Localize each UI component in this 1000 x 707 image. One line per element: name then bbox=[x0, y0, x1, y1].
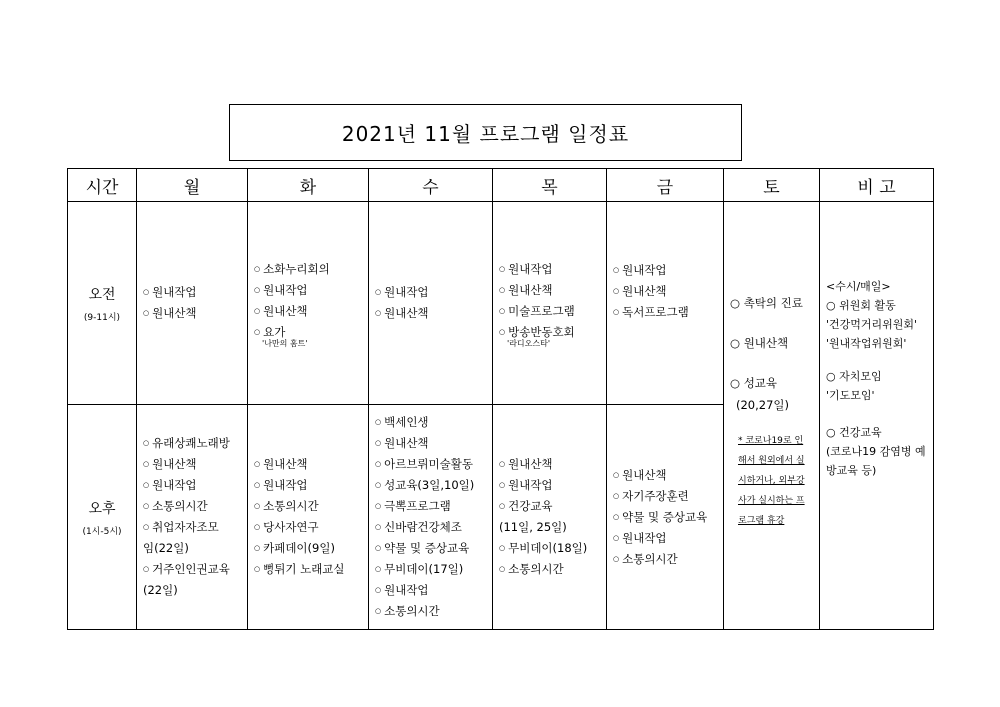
afternoon-fri-list bbox=[613, 465, 723, 570]
bullet-icon: ○ bbox=[254, 306, 261, 315]
list-item: ○ 소통의시간 bbox=[143, 499, 208, 513]
list-item: ○ 아르브뤼미술활동 bbox=[375, 457, 473, 471]
list-item: ○ 원내작업 bbox=[499, 261, 553, 276]
header-fri: 금 bbox=[607, 169, 724, 202]
afternoon-wed-list bbox=[375, 412, 492, 622]
morning-tue-cell bbox=[248, 202, 369, 405]
list-item: ○ 원내작업 bbox=[375, 285, 429, 299]
bullet-icon: ○ bbox=[375, 586, 382, 594]
bullet-icon: ○ bbox=[254, 523, 261, 531]
list-item: ○ 취업자자조모 bbox=[143, 520, 219, 534]
afternoon-tue-list bbox=[254, 454, 368, 580]
morning-fri-list bbox=[613, 260, 723, 323]
list-item: 임(22일) bbox=[143, 541, 189, 555]
morning-row bbox=[68, 202, 934, 405]
bullet-icon: ○ bbox=[254, 502, 261, 510]
header-sat: 토 bbox=[724, 169, 820, 202]
afternoon-wed-cell bbox=[369, 405, 493, 630]
bullet-icon: ○ bbox=[375, 565, 382, 573]
header-remarks: 비 고 bbox=[820, 169, 934, 202]
bullet-icon: ○ bbox=[613, 533, 620, 542]
bullet-icon: ○ bbox=[613, 266, 620, 274]
bullet-icon: ○ bbox=[375, 288, 382, 296]
afternoon-time-cell bbox=[68, 405, 137, 630]
list-item: ○ 원내산책 bbox=[375, 306, 429, 320]
list-item: ○ 소통의시간 bbox=[499, 562, 564, 576]
header-thu: 목 bbox=[493, 169, 607, 202]
sat-covid-note: * 코로나19로 인해서 원외에서 실시하거나, 외부강사가 실시하는 프로그램 휴강 bbox=[738, 436, 805, 526]
list-item: ○ 원내작업 bbox=[613, 263, 667, 277]
bullet-icon: ○ bbox=[143, 288, 150, 296]
afternoon-tue-cell bbox=[248, 405, 369, 630]
bullet-icon: ○ bbox=[375, 523, 382, 531]
bullet-icon: ○ bbox=[613, 491, 620, 500]
list-item: (11일, 25일) bbox=[499, 520, 567, 534]
sat-dates: (20,27일) bbox=[736, 398, 790, 412]
afternoon-hours: (1시-5시) bbox=[82, 526, 122, 537]
bullet-icon: ○ bbox=[254, 544, 261, 552]
list-item: ○ 원내산책 bbox=[143, 457, 197, 471]
page-title: 2021년 11월 프로그램 일정표 bbox=[229, 104, 742, 161]
list-item: ○ 원내작업 bbox=[254, 282, 308, 297]
header-time: 시간 bbox=[68, 169, 137, 202]
bullet-icon: ○ bbox=[143, 523, 150, 531]
bullet-icon: ○ bbox=[375, 544, 382, 552]
bullet-icon: ○ bbox=[499, 502, 506, 510]
sat-item-3: ○ 성교육 bbox=[730, 376, 778, 390]
list-item: ○ 원내작업 bbox=[143, 478, 197, 492]
list-item: ○ 미술프로그램 bbox=[499, 303, 575, 318]
remarks-self-meeting: ○ 자치모임 bbox=[826, 370, 882, 383]
list-item: ○ 무비데이(18일) bbox=[499, 541, 588, 555]
bullet-icon: ○ bbox=[143, 309, 150, 317]
sat-item-1: ○ 촉탁의 진료 bbox=[730, 296, 803, 310]
remarks-covid-edu: (코로나19 감염병 예방교육 등) bbox=[826, 445, 926, 477]
list-item: ○ 소통의시간 bbox=[254, 499, 319, 513]
list-item: (22일) bbox=[143, 583, 178, 597]
list-item: ○ 원내산책 bbox=[613, 467, 667, 482]
afternoon-mon-cell bbox=[137, 405, 248, 630]
bullet-icon: ○ bbox=[254, 327, 261, 336]
bullet-icon: ○ bbox=[143, 565, 150, 573]
afternoon-mon-list bbox=[143, 433, 247, 601]
bullet-icon: ○ bbox=[375, 439, 382, 447]
bullet-icon: ○ bbox=[499, 285, 506, 294]
remarks-health-edu: ○ 건강교육 bbox=[826, 426, 882, 439]
morning-wed-list bbox=[375, 282, 492, 324]
list-item: ○ 원내작업 bbox=[143, 285, 197, 299]
list-item: ○ 무비데이(17일) bbox=[375, 562, 464, 576]
bullet-icon: ○ bbox=[375, 502, 382, 510]
morning-label: 오전 bbox=[88, 286, 116, 303]
morning-thu-list bbox=[499, 259, 606, 343]
morning-thu-cell bbox=[493, 202, 607, 405]
sat-item-2: ○ 원내산책 bbox=[730, 336, 789, 350]
morning-time-cell bbox=[68, 202, 137, 405]
list-item: ○ 약물 및 증상교육 bbox=[375, 541, 470, 555]
list-item: ○ 원내산책 bbox=[613, 284, 667, 298]
bullet-icon: ○ bbox=[143, 460, 150, 468]
bullet-icon: ○ bbox=[499, 327, 506, 336]
header-tue: 화 bbox=[248, 169, 369, 202]
list-item: ○ 유래상쾌노래방 bbox=[143, 436, 230, 450]
header-mon: 월 bbox=[137, 169, 248, 202]
list-item: ○ 카페데이(9일) bbox=[254, 541, 335, 555]
list-item: ○ 백세인생 bbox=[375, 415, 429, 429]
list-item: ○ 원내산책 bbox=[143, 306, 197, 320]
morning-wed-cell bbox=[369, 202, 493, 405]
morning-hours: (9-11시) bbox=[83, 312, 121, 323]
list-item: ○ 소통의시간 bbox=[375, 604, 440, 618]
bullet-icon: ○ bbox=[143, 502, 150, 510]
list-item: ○ 방송반동호회 bbox=[499, 324, 575, 339]
bullet-icon: ○ bbox=[254, 460, 261, 468]
morning-mon-list bbox=[143, 282, 247, 324]
list-item: ○ 원내산책 bbox=[254, 457, 308, 471]
remarks-work-committee: '원내작업위원회' bbox=[826, 337, 907, 350]
morning-mon-cell bbox=[137, 202, 248, 405]
bullet-icon: ○ bbox=[499, 544, 506, 552]
bullet-icon: ○ bbox=[613, 470, 620, 479]
list-item: ○ 소화누리회의 bbox=[254, 261, 330, 276]
list-item: ○ 원내작업 bbox=[254, 478, 308, 492]
bullet-icon: ○ bbox=[143, 481, 150, 489]
list-item: ○ 뻥튀기 노래교실 bbox=[254, 562, 345, 576]
morning-tue-list bbox=[254, 259, 368, 343]
list-item: ○ 원내산책 bbox=[375, 436, 429, 450]
list-item: ○ 건강교육 bbox=[499, 499, 553, 513]
list-item: ○ 소통의시간 bbox=[613, 551, 678, 566]
list-item: ○ 독서프로그램 bbox=[613, 305, 689, 319]
list-item: ○ 성교육(3일,10일) bbox=[375, 478, 475, 492]
list-item: ○ 극뽁프로그램 bbox=[375, 499, 451, 513]
bullet-icon: ○ bbox=[499, 306, 506, 315]
bullet-icon: ○ bbox=[375, 481, 382, 489]
bullet-icon: ○ bbox=[613, 287, 620, 295]
bullet-icon: ○ bbox=[613, 554, 620, 563]
list-item: ○ 원내산책 bbox=[499, 457, 553, 471]
schedule-table bbox=[67, 168, 934, 630]
bullet-icon: ○ bbox=[613, 308, 620, 316]
list-item: ○ 원내작업 bbox=[375, 583, 429, 597]
bullet-icon: ○ bbox=[499, 460, 506, 468]
bullet-icon: ○ bbox=[499, 481, 506, 489]
remarks-heading: <수시/매일> bbox=[826, 280, 891, 293]
bullet-icon: ○ bbox=[375, 607, 382, 615]
header-row bbox=[68, 169, 934, 202]
morning-thu-note: '라디오스타' bbox=[507, 338, 551, 348]
list-item: ○ 자기주장훈련 bbox=[613, 488, 689, 503]
bullet-icon: ○ bbox=[254, 481, 261, 489]
list-item: ○ 당사자연구 bbox=[254, 520, 319, 534]
remarks-committee: ○ 위원회 활동 bbox=[826, 299, 896, 312]
bullet-icon: ○ bbox=[375, 418, 382, 426]
morning-tue-note: '나만의 홈트' bbox=[262, 338, 308, 348]
bullet-icon: ○ bbox=[375, 460, 382, 468]
list-item: ○ 요가 bbox=[254, 324, 286, 339]
saturday-cell bbox=[724, 202, 820, 630]
bullet-icon: ○ bbox=[499, 264, 506, 273]
afternoon-thu-cell bbox=[493, 405, 607, 630]
bullet-icon: ○ bbox=[613, 512, 620, 521]
bullet-icon: ○ bbox=[254, 565, 261, 573]
list-item: ○ 약물 및 증상교육 bbox=[613, 509, 708, 524]
list-item: ○ 신바람건강체조 bbox=[375, 520, 462, 534]
header-wed: 수 bbox=[369, 169, 493, 202]
list-item: ○ 원내작업 bbox=[499, 478, 553, 492]
remarks-cell bbox=[820, 202, 934, 630]
list-item: ○ 원내산책 bbox=[254, 303, 308, 318]
bullet-icon: ○ bbox=[499, 565, 506, 573]
remarks-food-committee: '건강먹거리위원회' bbox=[826, 318, 918, 331]
list-item: ○ 원내산책 bbox=[499, 282, 553, 297]
afternoon-label: 오후 bbox=[88, 500, 116, 517]
bullet-icon: ○ bbox=[143, 439, 150, 447]
list-item: ○ 거주인인권교육 bbox=[143, 562, 230, 576]
bullet-icon: ○ bbox=[375, 309, 382, 317]
afternoon-fri-cell bbox=[607, 405, 724, 630]
bullet-icon: ○ bbox=[254, 285, 261, 294]
afternoon-thu-list bbox=[499, 454, 606, 580]
remarks-prayer-meeting: '기도모임' bbox=[826, 389, 875, 402]
bullet-icon: ○ bbox=[254, 264, 261, 273]
morning-fri-cell bbox=[607, 202, 724, 405]
list-item: ○ 원내작업 bbox=[613, 530, 667, 545]
